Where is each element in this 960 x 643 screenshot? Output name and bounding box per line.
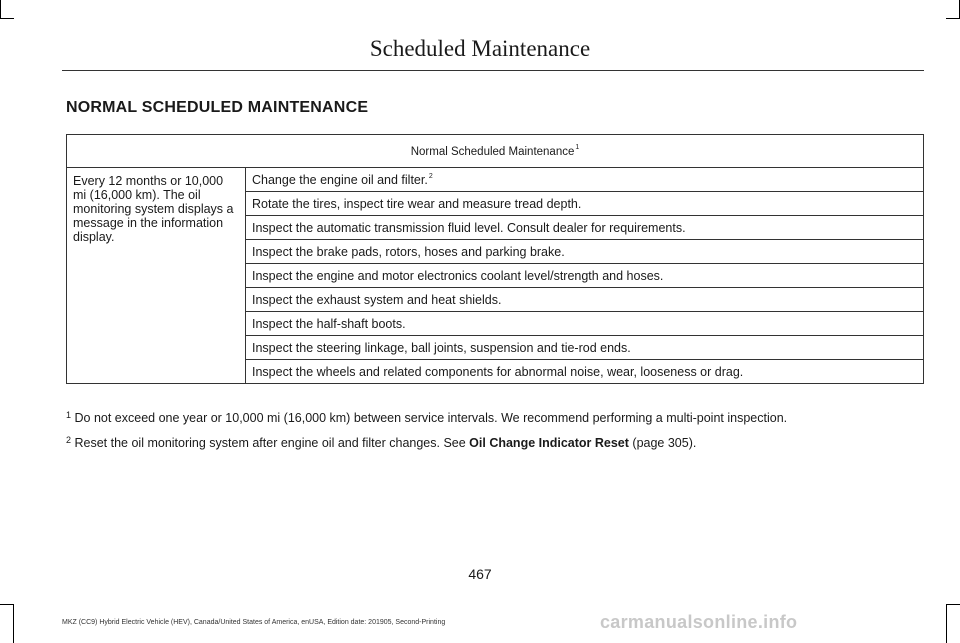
table-row: Inspect the steering linkage, ball joints, suspension and tie-rod ends.	[246, 336, 924, 360]
edition-footer: MKZ (CC9) Hybrid Electric Vehicle (HEV), Canada/United States of America, enUSA, Edition date: 201905, Second-Printing	[62, 619, 446, 626]
table-row: Rotate the tires, inspect tire wear and measure tread depth.	[246, 192, 924, 216]
maintenance-table	[66, 134, 924, 384]
crop-mark	[13, 604, 14, 643]
footnote-number: 1	[66, 410, 72, 420]
table-row: Inspect the brake pads, rotors, hoses and parking brake.	[246, 240, 924, 264]
table-caption	[67, 135, 924, 168]
table-row: Inspect the half-shaft boots.	[246, 312, 924, 336]
crop-mark	[946, 604, 947, 643]
footnote-number: 2	[66, 435, 72, 445]
table-caption-footnote-ref: 1	[575, 144, 580, 151]
footnote-text: Do not exceed one year or 10,000 mi (16,000 km) between service intervals. We recommend performing a multi-point inspection.	[74, 411, 788, 425]
crop-mark	[0, 0, 1, 18]
footnote-text: Reset the oil monitoring system after engine oil and filter changes. See	[74, 436, 470, 450]
footnote	[66, 429, 946, 454]
section-title: NORMAL SCHEDULED MAINTENANCE	[66, 99, 369, 116]
table-caption-text: Normal Scheduled Maintenance	[410, 146, 575, 158]
crop-mark	[946, 604, 960, 605]
table-row: Inspect the exhaust system and heat shields.	[246, 288, 924, 312]
table-row	[246, 168, 924, 192]
footnotes	[66, 404, 946, 454]
task-footnote-ref: 2	[428, 172, 433, 180]
interval-cell: Every 12 months or 10,000 mi (16,000 km). The oil monitoring system displays a message in the information display.	[67, 168, 246, 384]
page-number: 467	[468, 566, 492, 582]
crop-mark	[0, 604, 14, 605]
header-rule	[62, 70, 924, 71]
footnote	[66, 404, 946, 429]
crop-mark	[946, 18, 960, 19]
table-row: Inspect the wheels and related components for abnormal noise, wear, looseness or drag.	[246, 360, 924, 384]
page-header-title: Scheduled Maintenance	[369, 36, 591, 61]
crop-mark	[0, 18, 14, 19]
footnote-text-after: (page 305).	[628, 436, 697, 450]
table-row: Inspect the automatic transmission fluid level. Consult dealer for requirements.	[246, 216, 924, 240]
cross-reference-link[interactable]: Oil Change Indicator Reset	[469, 436, 629, 450]
watermark: carmanualsonline.info	[600, 612, 798, 632]
task-text: Change the engine oil and filter.	[252, 172, 428, 187]
table-row: Inspect the engine and motor electronics coolant level/strength and hoses.	[246, 264, 924, 288]
